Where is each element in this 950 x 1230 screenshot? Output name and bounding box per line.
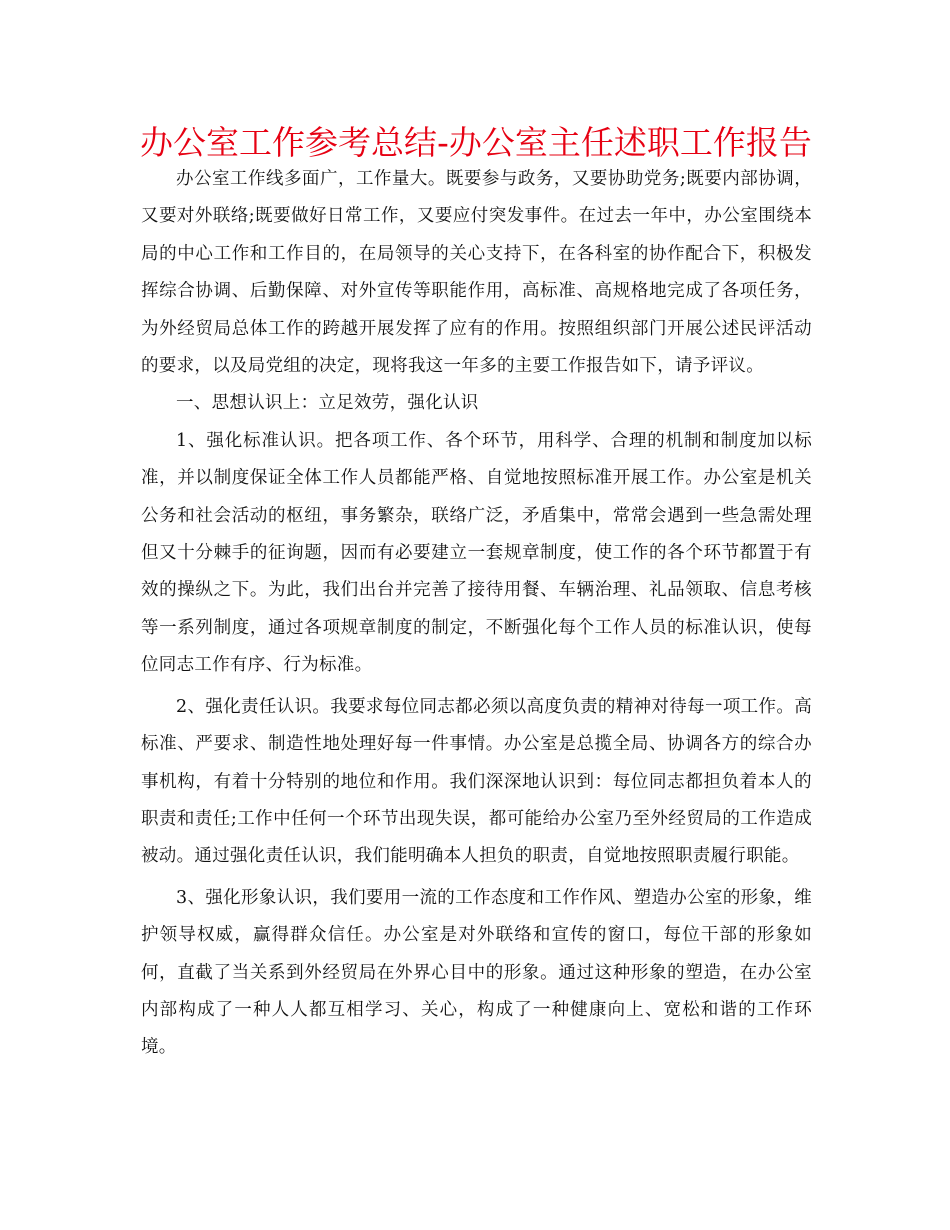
paragraph-standard-awareness: 1、强化标准认识。把各项工作、各个环节，用科学、合理的机制和制度加以标准，并以制度保证全体工作人员都能严格、自觉地按照标准开展工作。办公室是机关公务和社会活动的枢纽，事务繁杂，联络广泛，矛盾集中，常常会遇到一些急需处理但又十分棘手的征询题，因而有必要建立一套规章制度，使工作的各个环节都置于有效的操纵之下。为此，我们出台并完善了接待用餐、车辆治理、礼品领取、信息考核等一系列制度，通过各项规章制度的制定，不断强化每个工作人员的标准认识，使每位同志工作有序、行为标准。 — [141, 430, 812, 676]
paragraph-image-awareness: 3、强化形象认识，我们要用一流的工作态度和工作作风、塑造办公室的形象，维护领导权威，赢得群众信任。办公室是对外联络和宣传的窗口，每位干部的形象如何，直截了当关系到外经贸局在外界心目中的形象。通过这种形象的塑造，在办公室内部构成了一种人人都互相学习、关心，构成了一种健康向上、宽松和谐的工作环境。 — [141, 887, 812, 1058]
paragraph-intro: 办公室工作线多面广，工作量大。既要参与政务，又要协助党务;既要内部协调，又要对外联络;既要做好日常工作，又要应付突发事件。在过去一年中，办公室围绕本局的中心工作和工作目的，在局领导的关心支持下，在各科室的协作配合下，积极发挥综合协调、后勤保障、对外宣传等职能作用，高标准、高规格地完成了各项任务，为外经贸局总体工作的跨越开展发挥了应有的作用。按照组织部门开展公述民评活动的要求，以及局党组的决定，现将我这一年多的主要工作报告如下，请予评议。 — [141, 169, 812, 377]
document-body — [141, 161, 812, 1067]
document-title: 办公室工作参考总结-办公室主任述职工作报告 — [140, 123, 812, 162]
section-heading-1: 一、思想认识上：立足效劳，强化认识 — [176, 393, 479, 414]
paragraph-responsibility-awareness: 2、强化责任认识。我要求每位同志都必须以高度负责的精神对待每一项工作。高标准、严要求、制造性地处理好每一件事情。办公室是总揽全局、协调各方的综合办事机构，有着十分特别的地位和作用。我们深深地认识到：每位同志都担负着本人的职责和责任;工作中任何一个环节出现失误，都可能给办公室乃至外经贸局的工作造成被动。通过强化责任认识，我们能明确本人担负的职责，自觉地按照职责履行职能。 — [141, 696, 812, 867]
